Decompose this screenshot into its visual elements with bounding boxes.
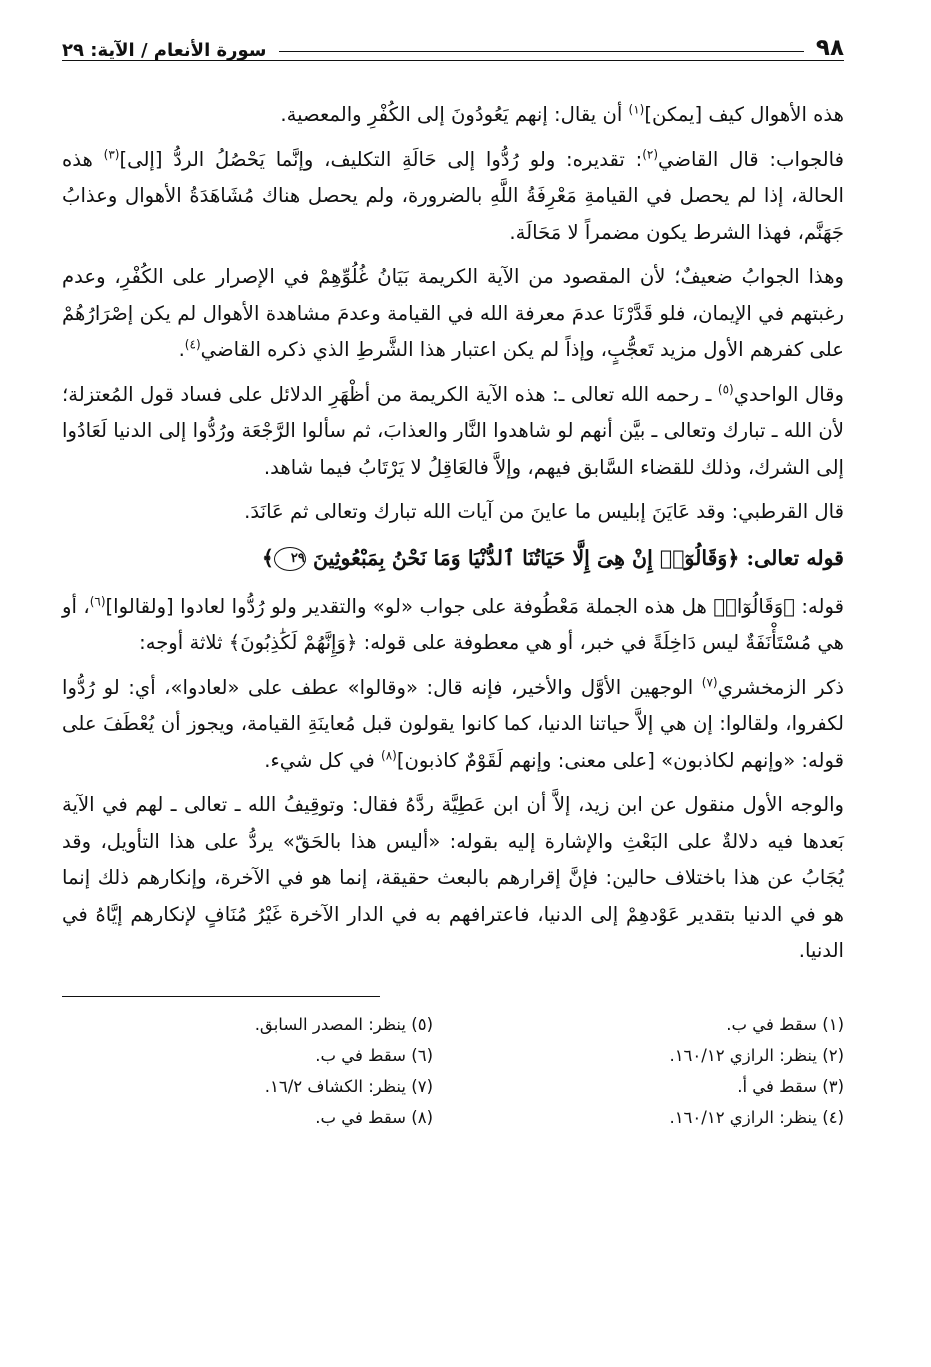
ayah-number-icon: ٢٩ [274,547,306,571]
page-number: ٩٨ [815,35,844,61]
paragraph: وهذا الجوابُ ضعيفٌ؛ لأن المقصود من الآية الكريمة بَيَانُ غُلُوِّهِمْ في الإصرار على الكُفْرِ، وعدم رغبتهم في الإيمان، فلو قَدَّرْنَا عدمَ معرفة الله في القيامة وعدمَ مشاهدة الأهوال لم يكن إصْرَارُهُمْ على كفرهم الأول مزيد تَعجُّبٍ، وإذاً لم يكن اعتبار هذا الشَّرطِ الذي ذكره القاضي$^{(٤)}$. [62,265,844,361]
paragraph: قوله: ﴿وَقَالُوٓا۟﴾ هل هذه الجملة مَعْطُوفة على جواب «لو» والتقدير ولو رُدُّوا لعادوا [ولقالوا]$^{(٦)}$، أو هي مُسْتَأْنَفَةٌ ليس دَاخِلَةً في خبر، أو هي معطوفة على قوله: ﴿وَإِنَّهُمْ لَكَٰذِبُونَ﴾ ثلاثة أوجه: [62,593,844,654]
paragraph: قال القرطبي: وقد عَايَنَ إبليس ما عاينَ من آيات الله تبارك وتعالى ثم عَانَدَ. [244,500,844,523]
paragraph: فالجواب: قال القاضي$^{(٢)}$: تقديره: ولو رُدُّوا إلى حَالَةِ التكليف، وإنَّما يَحْصُلُ الردُّ [إلى]$^{(٣)}$ هذه الحالة، إذا لم يحصل في القيامةِ مَعْرِفَةُ اللَّهِ بالضرورة، ولم يحصل هناك مُشَاهَدَةُ الأهوال وعذابُ جَهَنَّم، فهذا الشرط يكون مضمراً لا مَحَالَة. [62,146,844,244]
running-title: سورة الأنعام / الآية: ٢٩ [62,40,267,61]
paragraph: وقال الواحدي$^{(٥)}$ ـ رحمه الله تعالى ـ: هذه الآية الكريمة من أظْهَرِ الدلائل على فساد قول المُعتزلة؛ لأن الله ـ تبارك وتعالى ـ بيَّن أنهم لو شاهدوا النَّار والعذابَ، ثم سألوا الرَّجْعَة ورُدُّوا إلى الدنيا لَعَادُوا إلى الشرك، وذلك للقضاء السَّابق فيهم، وإلاَّ فالعَاقِلُ لا يَرْتَابُ فيما شاهد. [62,381,844,479]
footnote: (٤) ينظر: الرازي ١٦٠/١٢. [669,1107,844,1127]
footnote-divider [62,996,380,997]
verse-intro: قوله تعالى: [739,545,844,570]
paragraph: هذه الأهوال كيف [يمكن]$^{(١)}$ أن يقال: إنهم يَعُودُونَ إلى الكُفْرِ والمعصية. [280,102,844,126]
footnote: (٢) ينظر: الرازي ١٦٠/١٢. [669,1045,844,1065]
verse-text: ﴿وَقَالُوٓا۟ إِنْ هِىَ إِلَّا حَيَاتُنَا ٱلدُّنْيَا وَمَا نَحْنُ بِمَبْعُوثِينَ [313,545,740,570]
header-rule [279,51,804,52]
document-page [62,22,844,1131]
footnote: (٨) سقط في ب. [315,1107,433,1127]
quran-verse: قوله تعالى: ﴿وَقَالُوٓا۟ إِنْ هِىَ إِلَّا حَيَاتُنَا ٱلدُّنْيَا وَمَا نَحْنُ بِمَبْعُوثِينَ ٢٩﴾ [261,545,844,570]
footnote: (١) سقط في ب. [726,1014,844,1034]
main-text [62,97,844,970]
footnote: (٣) سقط في أ. [737,1076,844,1096]
paragraph: ذكر الزمخشري$^{(٧)}$ الوجهين الأوَّل والأخير، فإنه قال: «وقالوا» عطف على «لعادوا»، أي: لو رُدُّوا لكفروا، ولقالوا: إن هي إلاَّ حياتنا الدنيا، كما كانوا يقولون قبل مُعاينَةِ القيامة، ويجوز أن يُعْطَفَ على قوله: «وإنهم لكاذبون» [على معنى: وإنهم لَقَوْمٌ كاذبون]$^{(٨)}$ في كل شيء. [62,674,844,772]
footnotes [62,1011,844,1131]
footnote: (٦) سقط في ب. [315,1045,433,1065]
page-header [62,22,844,61]
footnote: (٧) ينظر: الكشاف ١٦/٢. [264,1076,433,1096]
paragraph: والوجه الأول منقول عن ابن زيد، إلاَّ أن ابن عَطِيَّة ردَّهُ فقال: وتوقِيفُ الله ـ تعالى ـ لهم في الآية بَعدها فيه دلالةٌ على البَعْثِ والإشارة إليه بقوله: «أليس هذا بالحَقّ» يردُّ على هذا التأويل، وقد يُجَابُ عن هذا باختلاف حالين: فإنَّ إقرارهم بالبعث حقيقة، إنما هو في الآخرة، وإنكارهم ذلك إنما هو في الدنيا بتقدير عَوْدهِمْ إلى الدنيا، فاعترافهم به في الدار الآخرة غَيْرُ مُنَافٍ لإنكارهم إيَّاهُ في الدنيا. [62,793,844,962]
footnote: (٥) ينظر: المصدر السابق. [254,1014,433,1034]
